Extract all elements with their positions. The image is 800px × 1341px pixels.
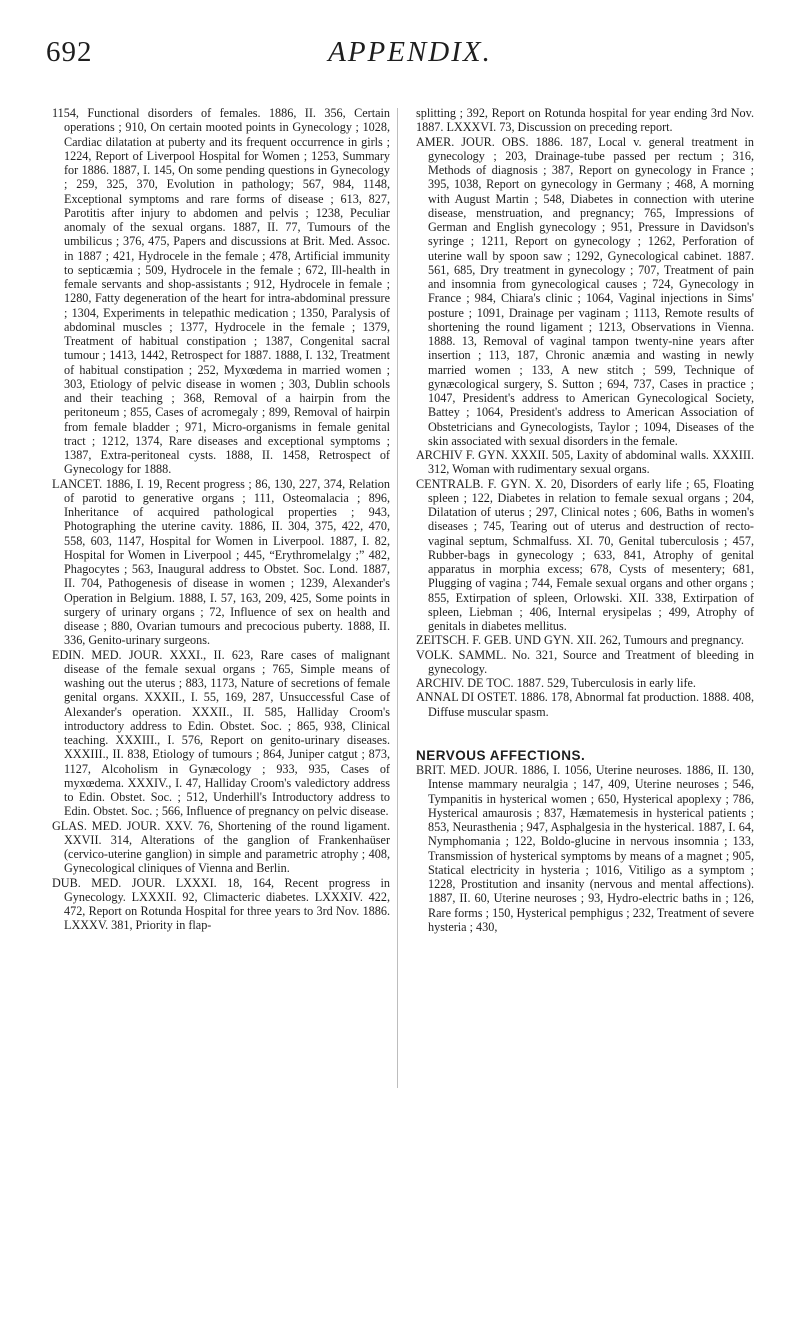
- bibliography-entry: ARCHIV F. GYN. XXXII. 505, Laxity of abdominal walls. XXXIII. 312, Woman with rudimentary sexual organs.: [416, 448, 754, 477]
- bibliography-entry: CENTRALB. F. GYN. X. 20, Disorders of early life ; 65, Floating spleen ; 122, Diabetes in relation to female sexual organs ; 204, Dilatation of uterus ; 297, Clinical notes ; 606, Baths in women's diseases ; 745, Tearing out of uterus and destruction of recto-vaginal septum, Schmalfuss. XI. 70, Genital tuberculosis ; 457, Rubber-bags in gynecology ; 633, 841, Atrophy of genital apparatus in morphia excess; 678, Cysts of mesentery; 681, Plugging of vagina ; 744, Female sexual organs and other organs ; 855, Extirpation of spleen, Orlowski. XII. 338, Extirpation of spleen, Liebman ; 406, Internal erysipelas ; 499, Atrophy of genitals in diabetes mellitus.: [416, 476, 754, 633]
- bibliography-entry: BRIT. MED. JOUR. 1886, I. 1056, Uterine neuroses. 1886, II. 130, Intense mammary neuralgia ; 147, 409, Uterine neuroses ; 546, Tympanitis in hysterical women ; 650, Hysterical apoplexy ; 786, Hysterical amaurosis ; 837, Hæmatemesis in hysterical patients ; 853, Neurasthenia ; 947, Asphalgesia in the hysterical. 1887, I. 64, Nymphomania ; 122, Boldo-glucine in nervous insomnia ; 133, Transmission of hysterical symptoms by means of a magnet ; 905, Statical electricity in hysteria ; 1016, Vitiligo as a symptom ; 1228, Prostitution and insanity (nervous and mental affections). 1887, II. 60, Uterine neuroses ; 93, Hydro-electric baths in ; 126, Rare forms ; 150, Hysterical pemphigus ; 232, Treatment of severe hysteria ; 430,: [416, 763, 754, 934]
- page-header: [0, 36, 800, 76]
- bibliography-entry: ARCHIV. DE TOC. 1887. 529, Tuberculosis in early life.: [416, 676, 696, 690]
- left-column: [52, 106, 390, 933]
- bibliography-entry: ZEITSCH. F. GEB. UND GYN. XII. 262, Tumours and pregnancy.: [416, 633, 744, 648]
- section-heading: NERVOUS AFFECTIONS.: [416, 747, 586, 763]
- bibliography-entry-continued: splitting ; 392, Report on Rotunda hospital for year ending 3rd Nov. 1887. LXXXVI. 73, Discussion on preceding report.: [416, 106, 754, 135]
- bibliography-entry: EDIN. MED. JOUR. XXXI., II. 623, Rare cases of malignant disease of the female sexual organs ; 765, Simple means of washing out the uterus ; 883, 1173, Nature of secretions of female genital organs. XXXII., I. 55, 169, 287, Unsuccessful Case of Alexander's operation. XXXII., II. 585, Halliday Croom's introductory address to Edin. Obstet. Soc. ; 865, 938, Clinical teaching. XXXIII., I. 576, Report on genito-urinary diseases. XXXIII., II. 838, Etiology of tumours ; 864, Juniper catgut ; 873, 1127, Alcoholism in Gynæcology ; 933, 935, Cases of myxœdema. XXXIV., I. 47, Halliday Croom's valedictory address to Edin. Obstet. Soc. ; 512, Underhill's Introductory address to Edin. Obstet. Soc. ; 566, Influence of pregnancy on pelvic disease.: [52, 647, 390, 819]
- bibliography-entry: DUB. MED. JOUR. LXXXI. 18, 164, Recent progress in Gynecology. LXXXII. 92, Climacteric diabetes. LXXXIV. 422, 472, Report on Rotunda Hospital for three years to 3rd Nov. 1886. LXXXV. 381, Priority in flap-: [52, 875, 390, 933]
- page-number: 692: [46, 36, 93, 68]
- bibliography-entry: VOLK. SAMML. No. 321, Source and Treatment of bleeding in gynecology.: [416, 647, 754, 676]
- bibliography-entry: AMER. JOUR. OBS. 1886. 187, Local v. general treatment in gynecology ; 203, Drainage-tube passed per rectum ; 316, Methods of diagnosis ; 387, Report on gynecology in France ; 395, 1038, Report on gynecology in Germany ; 468, A morning with August Martin ; 548, Diabetes in connection with uterine disease, menstruation, and pregnancy; 765, Impressions of German and English gynecology ; 951, Pressure in Davidson's syringe ; 1211, Report on gynecology ; 1262, Perforation of uterine wall by spoon saw ; 1292, Gynecological cabinet. 1887. 561, 685, Dry treatment in gynecology ; 707, Treatment of pain and insomnia from gynecological causes ; 724, Gynecology in France ; 984, Chiara's clinic ; 1064, Vaginal injections in Sims' posture ; 1091, Drainage per vaginam ; 1113, Remote results of shortening the round ligament ; 1213, Observations in Vienna. 1888. 13, Removal of vaginal tampon twenty-nine years after insertion ; 113, 187, Chronic anæmia and wasting in newly married women ; 133, A new stitch ; 599, Technique of gynæcological surgery, S. Sutton ; 694, 737, Cases in practice ; 1047, President's address to American Gynecological Society, Battey ; 1064, President's address to American Association of Obstetricians and Gynecologists, Taylor ; 1094, Diseases of the skin associated with sexual disorders in the female.: [416, 134, 754, 448]
- bibliography-entry: LANCET. 1886, I. 19, Recent progress ; 86, 130, 227, 374, Relation of parotid to generative organs ; 111, Osteomalacia ; 896, Inheritance of acquired pathological properties ; 943, Photographing the uterine cavity. 1886, II. 304, 375, 422, 470, 558, 603, 1147, Hospital for Women in Liverpool. 1887, I. 82, Hospital for Women in Liverpool ; 445, “Erythromelalgy ;” 482, Phagocytes ; 563, Inaugural address to Obstet. Soc. Lond. 1887, II. 704, Pathogenesis of disease in women ; 1239, Alexander's Operation in Belgium. 1888, I. 57, 163, 209, 425, Some points in surgery of urinary organs ; 72, Influence of sex on health and disease ; 880, Ovarian tumours and precocious puberty. 1888, II. 336, Genito-urinary surgeons.: [52, 476, 390, 648]
- bibliography-entry: ANNAL DI OSTET. 1886. 178, Abnormal fat production. 1888. 408, Diffuse muscular spasm.: [416, 690, 754, 719]
- running-title: APPENDIX.: [328, 36, 492, 68]
- bibliography-entry: GLAS. MED. JOUR. XXV. 76, Shortening of the round ligament. XXVII. 314, Alterations of the ganglion of Frankenhaüser (cervico-uterine ganglion) in simple and parametric atrophy ; 408, Gynecological cliniques of Vienna and Berlin.: [52, 818, 390, 876]
- column-divider: [397, 108, 398, 1088]
- right-column: [416, 106, 754, 934]
- bibliography-entry: 1154, Functional disorders of females. 1886, II. 356, Certain operations ; 910, On certain mooted points in Gynecology ; 1028, Cardiac dilatation at puberty and its frequent occurrence in girls ; 1224, Report of Liverpool Hospital for Women ; 1253, Summary for 1886. 1887, I. 145, On some pending questions in Gynecology ; 259, 325, 370, Evolution in pathology; 567, 984, 1148, Exceptional symptoms and rare forms of disease ; 613, 827, Parotitis after injury to abdomen and pelvis ; 1238, Peculiar anomaly of the sexual organs. 1887, II. 77, Tumours of the umbilicus ; 376, 475, Papers and discussions at Brit. Med. Assoc. in 1887 ; 421, Hydrocele in the female ; 478, Artificial immunity to septicæmia ; 509, Hydrocele in the female ; 672, Ill-health in female servants and shop-assistants ; 912, Hydrocele in female ; 1280, Fatty degeneration of the heart for intra-abdominal pressure ; 1304, Experiments in telepathic medication ; 1350, Paralysis of abdominal muscles ; 1377, Hydrocele in the female ; 1379, Treatment of habitual constipation ; 1387, Congenital sacral tumour ; 1413, 1442, Retrospect for 1887. 1888, I. 132, Treatment of habitual constipation ; 252, Myxœdema in married women ; 303, Etiology of pelvic disease in women ; 303, Dublin schools and their teaching ; 368, Removal of a hairpin from the peritoneum ; 855, Cases of acromegaly ; 899, Removal of hairpin from female bladder ; 971, Micro-organisms in female genital tract ; 1212, 1374, Rare diseases and exceptional symptoms ; 1387, Extra-peritoneal cysts. 1888, II. 1458, Retrospect of Gynecology for 1888.: [52, 106, 390, 477]
